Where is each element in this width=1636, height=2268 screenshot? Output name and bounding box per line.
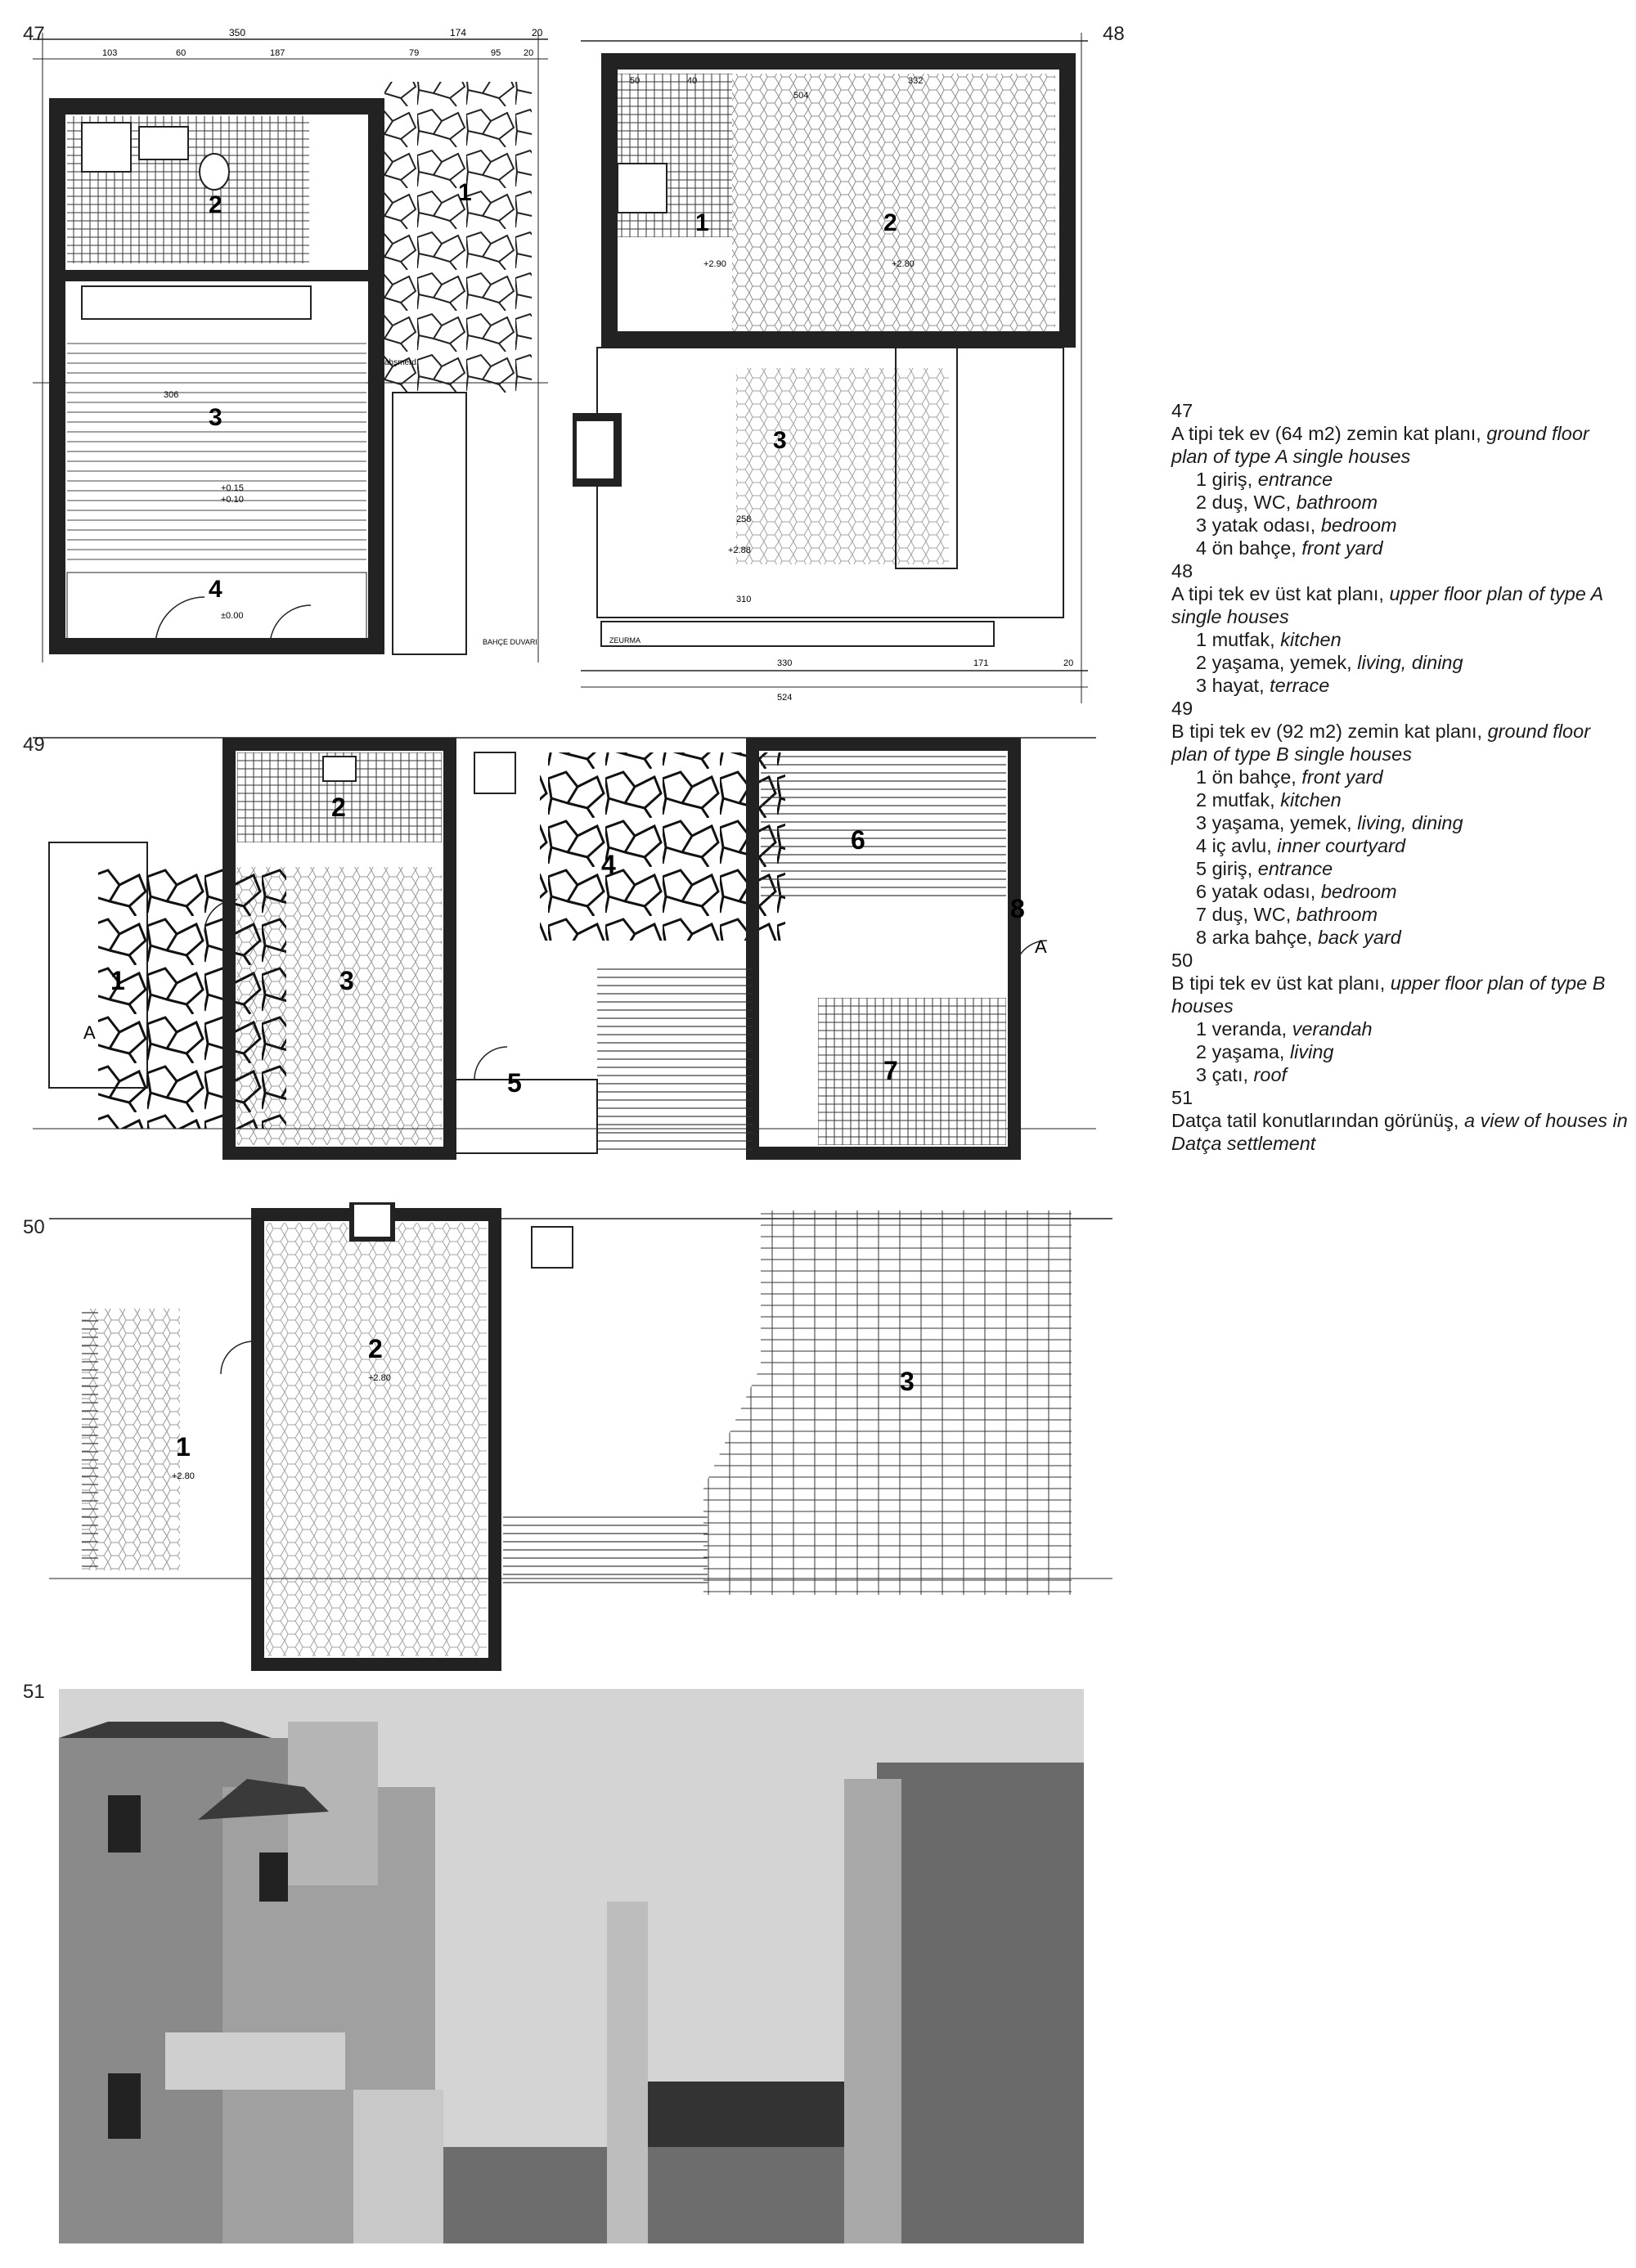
legend-english: bathroom [1296,904,1378,925]
bathroom-tiles [818,998,1006,1145]
room-label-3: 3 [209,404,222,431]
legend-english: kitchen [1280,629,1342,650]
figure-captions [1171,399,1629,1155]
caption-title-turkish: A tipi tek ev (64 m2) zemin kat planı, [1171,423,1487,444]
wardrobe [82,286,311,319]
plan-49 [33,720,1096,1178]
caption-title-turkish: A tipi tek ev üst kat planı, [1171,583,1390,604]
note-ahsmerd: ahşmerd. [384,358,419,367]
caption-legend-item [1171,766,1629,788]
chimney [352,1202,393,1239]
legend-english: front yard [1301,537,1383,559]
figure-number-47: 47 [23,23,45,45]
caption-legend-item [1171,468,1629,491]
caption-legend-item [1171,903,1629,926]
legend-english: verandah [1292,1018,1373,1040]
legend-turkish: 2 yaşama, yemek, [1196,652,1358,673]
bedroom-floor [761,752,1006,900]
chimney [474,752,515,793]
dim-350: 350 [229,27,246,38]
level-290: +2.90 [703,259,726,269]
plan-50 [49,1202,1129,1685]
legend-turkish: 3 yatak odası, [1196,514,1321,536]
dim-196: 196 [957,62,973,72]
level-015: +0.15 [221,483,244,493]
chimney-tower [607,1902,648,2243]
caption-legend-item [1171,834,1629,857]
legend-english: back yard [1317,927,1401,948]
legend-turkish: 8 arka bahçe, [1196,927,1318,948]
legend-turkish: 1 mutfak, [1196,629,1281,650]
caption-legend-item [1171,857,1629,880]
caption-title-english: upper floor plan of type A single houses [1171,583,1603,627]
bedroom-floor [67,335,366,564]
caption-title [1171,422,1629,468]
figure-number-49: 49 [23,734,45,756]
figure-number-51: 51 [23,1681,45,1703]
living-hex-floor [732,74,1055,331]
dim-103: 103 [102,48,118,58]
caption-legend-item [1171,926,1629,949]
caption-legend-item [1171,674,1629,697]
partition-wall [57,270,376,281]
dim-310: 310 [736,595,752,604]
caption-title [1171,972,1629,1017]
caption-title [1171,582,1629,628]
dim-95: 95 [491,48,501,58]
legend-english: living, dining [1357,652,1463,673]
caption-legend-item [1171,1040,1629,1063]
caption-title-english: upper floor plan of type B houses [1171,972,1606,1017]
dim-306: 306 [164,390,179,400]
caption-number: 47 [1171,400,1193,421]
dim-60: 60 [176,48,187,58]
dim-171: 171 [973,658,989,668]
kitchen-sink [323,757,356,781]
legend-turkish: 3 hayat, [1196,675,1270,696]
level-280-b: +2.80 [368,1373,391,1383]
stair [503,1513,708,1587]
room-label-4: 4 [601,850,616,879]
legend-english: living [1289,1041,1334,1062]
wc [200,154,229,190]
caption-title-english: a view of houses in Datça settlement [1171,1110,1628,1154]
caption-legend-item [1171,491,1629,514]
plan-47 [25,25,556,662]
caption-number: 50 [1171,950,1193,971]
level-288: +2.88 [728,546,751,555]
legend-english: entrance [1257,858,1333,879]
dim-79: 79 [409,48,420,58]
room-label-7: 7 [883,1056,898,1085]
living-floor [266,1223,487,1656]
caption-title [1171,1109,1629,1155]
caption-title-turkish: B tipi tek ev üst kat planı, [1171,972,1391,994]
legend-english: entrance [1257,469,1333,490]
dim-174: 174 [450,27,467,38]
caption-title-english: ground floor plan of type A single houses [1171,423,1589,467]
caption-title-english: ground floor plan of type B single houses [1171,721,1591,765]
room-label-2: 2 [331,793,346,822]
caption-legend-item [1171,628,1629,651]
room-label-2: 2 [883,209,897,236]
room-label-2: 2 [209,191,222,218]
legend-turkish: 3 çatı, [1196,1064,1254,1085]
legend-english: kitchen [1280,789,1342,811]
caption-number: 49 [1171,698,1193,719]
level-010: +0.10 [221,495,244,505]
caption-title-turkish: B tipi tek ev (92 m2) zemin kat planı, [1171,721,1488,742]
entrance-paving [384,82,532,393]
legend-turkish: 4 ön bahçe, [1196,537,1302,559]
legend-turkish: 6 yatak odası, [1196,881,1321,902]
caption-number: 51 [1171,1087,1193,1108]
legend-english: bathroom [1296,492,1378,513]
room-label-2: 2 [368,1334,383,1363]
room-label-1: 1 [176,1432,191,1462]
figure-number-48: 48 [1103,23,1125,45]
caption-legend-item [1171,788,1629,811]
dim-330: 330 [777,658,793,668]
note-bahce-duvari: BAHÇE DUVARI [483,638,537,646]
legend-turkish: 2 mutfak, [1196,789,1281,811]
entrance-stair [597,965,753,1153]
legend-english: bedroom [1320,514,1397,536]
dim-524: 524 [777,693,793,703]
living-floor [237,867,442,1145]
room-label-1: 1 [458,179,472,206]
verandah-rail [82,1309,98,1570]
room-label-8: 8 [1010,894,1025,923]
level-280-a: +2.80 [172,1471,195,1481]
legend-turkish: 2 yaşama, [1196,1041,1290,1062]
photo-datca-houses [59,1689,1084,2243]
level-280: +2.80 [892,259,915,269]
room-label-5: 5 [507,1068,522,1098]
terrace-bench [601,622,994,646]
legend-english: living, dining [1357,812,1463,833]
legend-turkish: 1 veranda, [1196,1018,1292,1040]
room-label-3: 3 [339,966,354,995]
kitchen-sink [618,164,667,213]
figure-number-50: 50 [23,1216,45,1238]
stair [393,393,466,654]
chimney [573,417,618,483]
room-label-3: 3 [900,1367,915,1396]
caption-legend-item [1171,1063,1629,1086]
caption-number: 48 [1171,560,1193,582]
caption-legend-item [1171,880,1629,903]
room-label-3: 3 [773,427,787,454]
legend-english: bedroom [1320,881,1397,902]
level-000: ±0.00 [221,611,244,621]
room-label-4: 4 [209,576,222,603]
dim-20: 20 [532,27,543,38]
washbasin [139,127,188,159]
legend-english: inner courtyard [1277,835,1406,856]
legend-turkish: 1 giriş, [1196,469,1258,490]
legend-turkish: 2 duş, WC, [1196,492,1297,513]
legend-english: roof [1253,1064,1288,1085]
legend-english: front yard [1301,766,1383,788]
caption-title-turkish: Datça tatil konutlarından görünüş, [1171,1110,1464,1131]
house-right [877,1763,1084,2243]
dim-20b: 20 [524,48,534,58]
section-mark-a-left: A [83,1022,96,1043]
plan-48 [573,25,1096,703]
legend-turkish: 4 iç avlu, [1196,835,1278,856]
shower-tray [82,123,131,172]
caption-legend-item [1171,1017,1629,1040]
caption-legend-item [1171,811,1629,834]
caption-legend-item [1171,514,1629,537]
legend-turkish: 1 ön bahçe, [1196,766,1302,788]
room-label-1: 1 [695,209,709,236]
exterior-stair [165,2032,345,2090]
terrace-hex [736,368,949,564]
legend-turkish: 5 giriş, [1196,858,1258,879]
dim-20c: 20 [1063,658,1074,668]
caption-legend-item [1171,651,1629,674]
caption-legend-item [1171,537,1629,559]
dim-258: 258 [736,514,752,524]
legend-turkish: 7 duş, WC, [1196,904,1297,925]
roof-tiles [703,1210,1072,1595]
legend-turkish: 3 yaşama, yemek, [1196,812,1358,833]
legend-english: terrace [1270,675,1330,696]
note-zeurma: ZEURMA [609,636,640,644]
dim-187: 187 [270,48,285,58]
section-mark-a-right: A [1035,936,1047,957]
caption-title [1171,720,1629,766]
room-label-1: 1 [110,966,125,995]
room-label-6: 6 [851,825,865,855]
